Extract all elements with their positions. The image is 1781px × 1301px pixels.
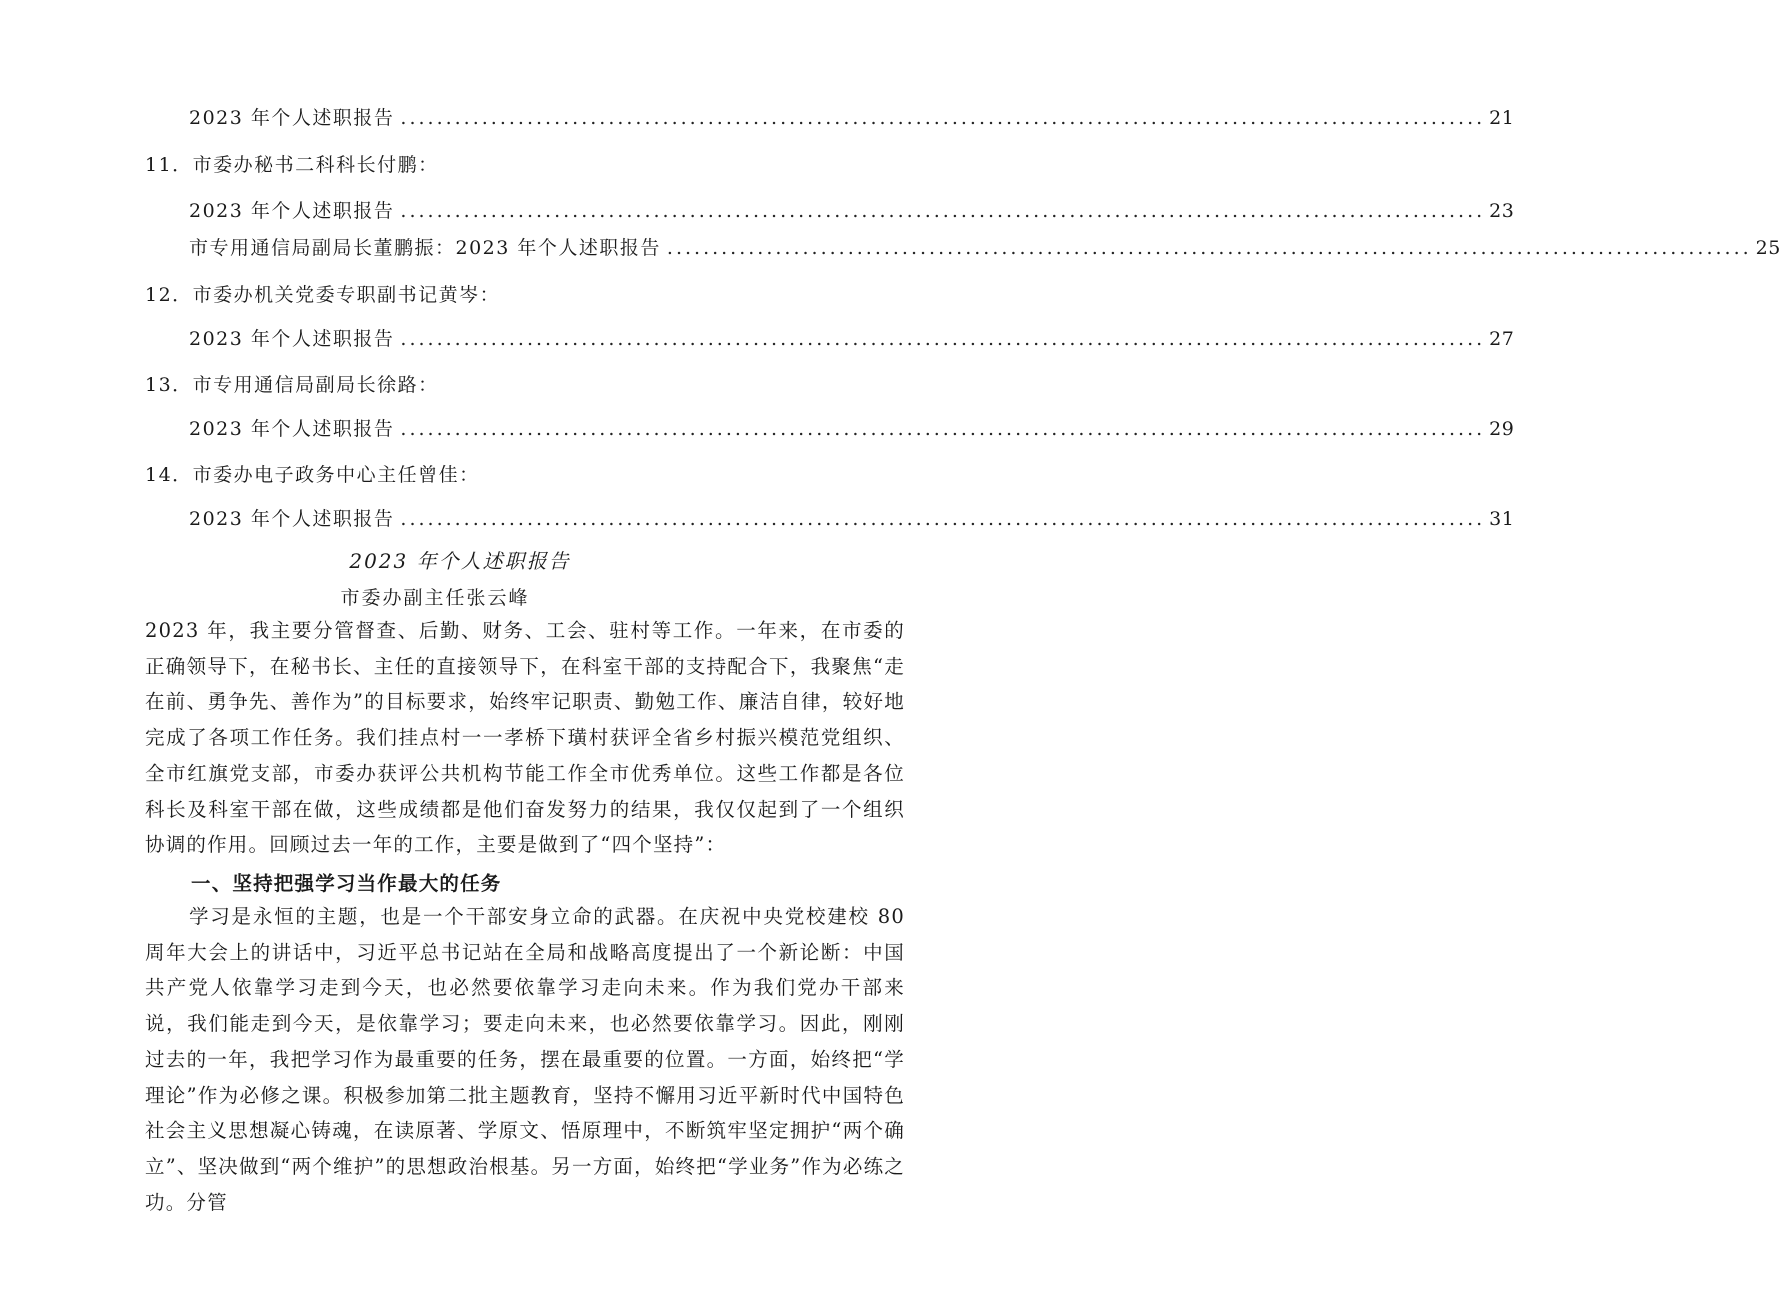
section-paragraph: 学习是永恒的主题，也是一个干部安身立命的武器。在庆祝中央党校建校 80 周年大会上的讲话中，习近平总书记站在全局和战略高度提出了一个新论断：中国共产党人依靠学习走到今天，也必然要依靠学习走向未来。作为我们党办干部来说，我们能走到今天，是依靠学习；要走向未来，也必然要依靠学习。因此，刚刚过去的一年，我把学习作为最重要的任务，摆在最重要的位置。一方面，始终把“学理论”作为必修之课。积极参加第二批主题教育，坚持不懈用习近平新时代中国特色社会主义思想凝心铸魂，在读原著、学原文、悟原理中，不断筑牢坚定拥护“两个确立”、坚决做到“两个维护”的思想政治根基。另一方面，始终把“学业务”作为必练之功。分管 [145,905,905,1214]
toc-dot-leader: ........................................................................................................................ [400,107,1486,129]
toc-entry[interactable] [189,233,1781,261]
toc-entry-text: 2023 年个人述职报告 [189,418,395,440]
toc-dot-leader: ........................................................................................................................ [400,200,1486,222]
toc-entry[interactable] [189,414,1515,442]
toc-dot-leader: ........................................................................................................................ [400,418,1486,440]
toc-entry[interactable] [189,103,1515,131]
toc-entry[interactable] [189,504,1515,532]
toc-page-number: 23 [1489,200,1515,222]
toc-section-heading: 11．市委办秘书二科科长付鹏： [145,154,439,176]
section-heading: 一、坚持把强学习当作最大的任务 [191,872,502,895]
toc-dot-leader: ........................................................................................................................ [400,328,1486,350]
toc-page-number: 29 [1489,418,1515,440]
toc-page-number: 27 [1489,328,1515,350]
toc-entry-text: 2023 年个人述职报告 [189,328,395,350]
toc-dot-leader: ........................................................................................................................ [400,508,1486,530]
toc-entry-text: 2023 年个人述职报告 [189,200,395,222]
toc-page-number: 25 [1755,237,1781,259]
report-author: 市委办副主任张云峰 [340,587,530,609]
toc-page-number: 21 [1489,107,1515,129]
toc-section-heading: 14．市委办电子政务中心主任曾佳： [145,464,480,486]
toc-page-number: 31 [1489,508,1515,530]
toc-section-heading: 13．市专用通信局副局长徐路： [145,374,439,396]
report-title: 2023 年个人述职报告 [349,549,571,573]
toc-entry[interactable] [189,324,1515,352]
intro-paragraph: 2023 年，我主要分管督查、后勤、财务、工会、驻村等工作。一年来，在市委的正确领导下，在秘书长、主任的直接领导下，在科室干部的支持配合下，我聚焦“走在前、勇争先、善作为”的目标要求，始终牢记职责、勤勉工作、廉洁自律，较好地完成了各项工作任务。我们挂点村一一孝桥下璜村获评全省乡村振兴模范党组织、全市红旗党支部，市委办获评公共机构节能工作全市优秀单位。这些工作都是各位科长及科室干部在做，这些成绩都是他们奋发努力的结果，我仅仅起到了一个组织协调的作用。回顾过去一年的工作，主要是做到了“四个坚持”： [145,619,905,857]
toc-entry-text: 2023 年个人述职报告 [189,107,395,129]
toc-entry[interactable] [189,196,1515,224]
toc-entry-text: 2023 年个人述职报告 [189,508,395,530]
toc-dot-leader: ........................................................................................................................ [666,237,1752,259]
toc-entry-text: 市专用通信局副局长董鹏振：2023 年个人述职报告 [189,237,661,259]
toc-section-heading: 12．市委办机关党委专职副书记黄岑： [145,284,501,306]
